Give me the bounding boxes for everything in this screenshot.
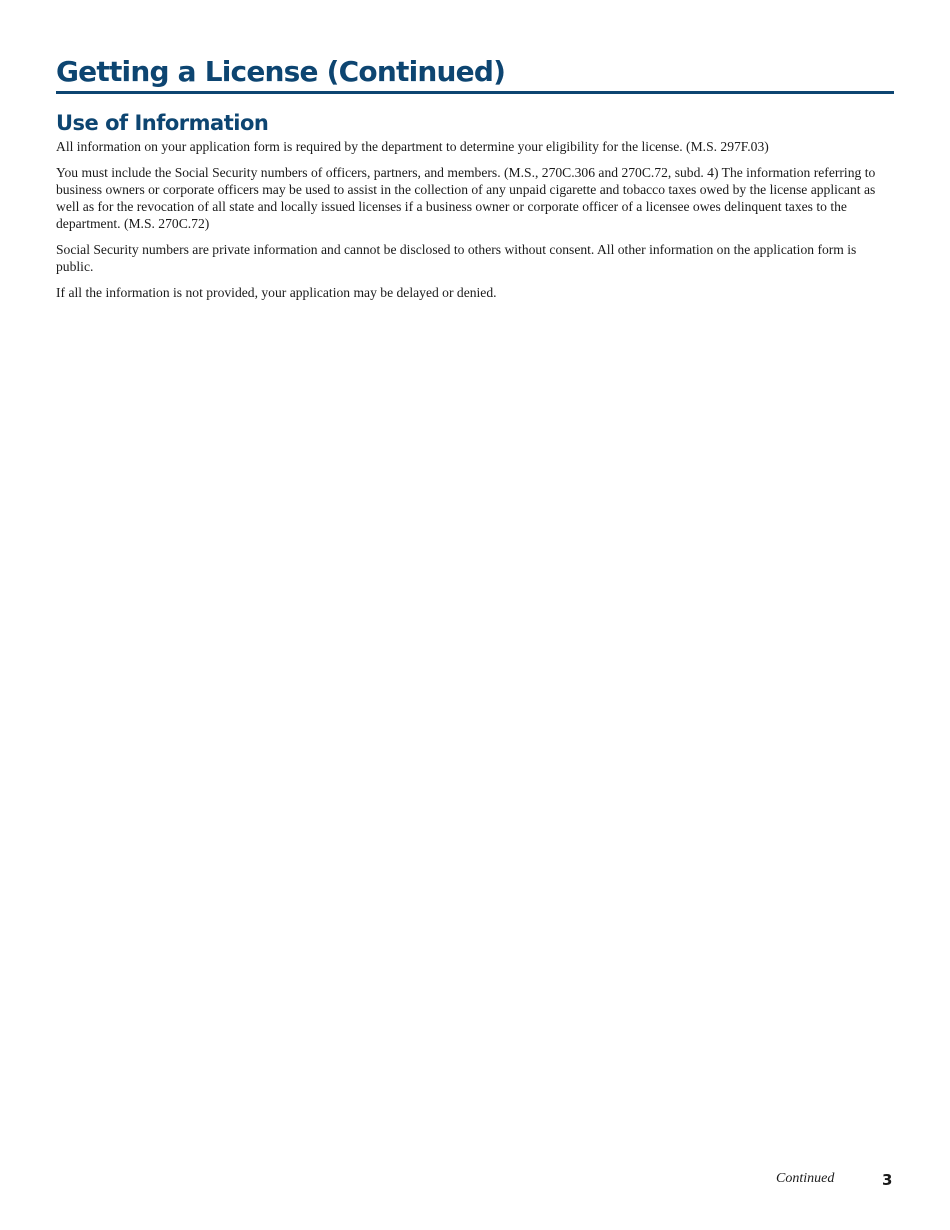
page-title: Getting a License (Continued) [56,55,506,88]
title-underline-rule [56,91,894,94]
paragraph-privacy: Social Security numbers are private information and cannot be disclosed to others without consent. All other information on the application form is public. [56,242,857,274]
footer-page-number: 3 [882,1171,893,1189]
paragraph-eligibility: All information on your application form is required by the department to determine your eligibility for the license. (M.S. 297F.03) [56,139,769,154]
section-body [56,138,894,310]
section-heading: Use of Information [56,111,269,135]
document-page [56,0,894,1230]
paragraph-social-security-requirement: You must include the Social Security numbers of officers, partners, and members. (M.S., 270C.306 and 270C.72, subd. 4) The information referring to business owners or corporate officers may be used to assist in the collection of any unpaid cigarette and tobacco taxes owed by the license applicant as well as for the revocation of all state and locally issued licenses if a business owner or corporate officer of a licensee owes delinquent taxes to the department. (M.S. 270C.72) [56,165,876,231]
footer-continued-label: Continued [776,1171,835,1186]
paragraph-missing-information: If all the information is not provided, your application may be delayed or denied. [56,285,497,300]
